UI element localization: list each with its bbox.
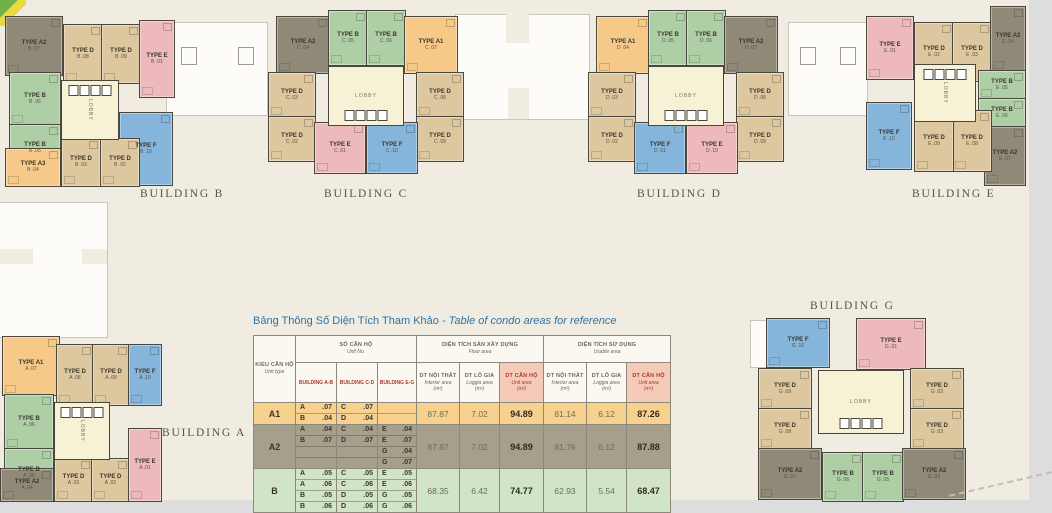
row-unit-numbers: C .04 D .07 [337, 425, 378, 469]
unit-type-label: TYPE D [774, 422, 796, 429]
unit-type-label: TYPE F [135, 142, 157, 149]
row-unit-numbers: A .05 A .06 B .05 B .06 [296, 469, 337, 513]
unit-type-label: TYPE D [429, 132, 451, 139]
row-unit-numbers: E .05 E .06 G .05 G .06 [378, 469, 417, 513]
unit [128, 344, 162, 406]
unit-code: C .06 [380, 37, 392, 44]
unit-code: B .10 [140, 148, 152, 155]
elevator-core-icon [345, 110, 388, 121]
row-unit-numbers: C .07 D .04 [337, 403, 378, 425]
unit-code: G .06 [836, 476, 850, 483]
unit-type-label: TYPE B [18, 466, 40, 473]
unit-code: E .06 [996, 112, 1008, 119]
unit-code: B .08 [77, 53, 89, 60]
building-label-g: BUILDING G [810, 300, 895, 312]
building-label-e: BUILDING E [912, 188, 996, 200]
unit-code: C .05 [342, 37, 354, 44]
building-g-plan [758, 318, 965, 500]
unit-type-label: TYPE F [787, 336, 809, 343]
header-usable-loggia: DT LÔ GIA Loggia area (m²) [587, 363, 627, 403]
header-usable-area: DIỆN TÍCH SỬ DỤNG Usable area [544, 336, 671, 363]
elevator-core-icon [69, 85, 112, 96]
unit [758, 408, 812, 450]
unit-type-label: TYPE D [923, 45, 945, 52]
unit-code: E .09 [928, 140, 940, 147]
unit [856, 318, 926, 370]
unit-type-label: TYPE F [878, 129, 900, 136]
unit-code: D .04 [617, 44, 629, 51]
condo-area-table-block [253, 315, 673, 513]
unit [139, 20, 175, 98]
unit [276, 16, 330, 74]
unit [758, 368, 812, 410]
unit-type-label: TYPE E [146, 52, 168, 59]
unit-code: C .03 [286, 94, 298, 101]
unit-code: D .02 [606, 138, 618, 145]
unit [758, 448, 822, 500]
unit-type-label: TYPE E [701, 141, 723, 148]
unit [416, 72, 464, 118]
elevator-core-icon [61, 407, 104, 418]
unit [91, 458, 130, 502]
unit-type-label: TYPE A2 [290, 38, 316, 45]
unit-type-label: TYPE D [99, 473, 122, 480]
unit [54, 458, 93, 502]
row-area-value: 81.14 [544, 403, 587, 425]
header-building-cd: BUILDING C-D [337, 363, 378, 403]
unit-type-label: TYPE A2 [14, 478, 40, 485]
unit [100, 138, 140, 187]
unit [990, 6, 1026, 72]
unit-type-label: TYPE D [749, 88, 771, 95]
unit [366, 122, 418, 174]
unit-code: D .01 [654, 147, 666, 154]
lobby [328, 66, 404, 126]
header-floor-area: DIỆN TÍCH SÀN XÂY DỰNG Floor area [417, 336, 544, 363]
table-title [253, 315, 673, 327]
unit-code: C .10 [386, 147, 398, 154]
unit-code: G .08 [778, 428, 792, 435]
unit-type-label: TYPE A2 [921, 467, 947, 474]
row-area-value: 68.47 [627, 469, 671, 513]
unit-code: G .09 [778, 388, 792, 395]
unit-code: B .09 [115, 53, 127, 60]
unit [686, 122, 738, 174]
elevator-core-icon [665, 110, 708, 121]
row-area-value: 5.54 [587, 469, 627, 513]
unit [978, 70, 1026, 100]
row-area-value: 87.88 [627, 425, 671, 469]
unit [910, 408, 964, 450]
building-e-plan [866, 6, 1024, 186]
unit-code: E .08 [966, 140, 978, 147]
unit-code: C .07 [425, 44, 437, 51]
unit-code: C .09 [434, 138, 446, 145]
elevator-core-icon [924, 69, 967, 80]
building-b-plan [5, 8, 173, 185]
lobby [61, 80, 119, 140]
podium-b-a [0, 202, 108, 338]
unit-code: G .01 [884, 343, 898, 350]
unit-type-label: TYPE A2 [777, 467, 803, 474]
unit-code: E .07 [999, 155, 1011, 162]
unit-type-label: TYPE B [872, 470, 894, 477]
unit [5, 16, 63, 76]
row-area-value: 87.87 [417, 425, 460, 469]
unit-type-label: TYPE D [281, 132, 303, 139]
header-floor-unit-area: DT CĂN HỘ Unit area (m²) [500, 363, 544, 403]
unit-type-label: TYPE A2 [992, 149, 1018, 156]
row-area-value: 74.77 [500, 469, 544, 513]
unit-type-label: TYPE B [695, 31, 717, 38]
row-area-value: 87.26 [627, 403, 671, 425]
header-floor-loggia: DT LÔ GIA Loggia area (m²) [460, 363, 500, 403]
unit-code: E .05 [996, 84, 1008, 91]
unit-type-label: TYPE B [991, 78, 1013, 85]
unit-type-label: TYPE D [774, 382, 796, 389]
unit-code: A .09 [105, 374, 117, 381]
unit-code: D .07 [745, 44, 757, 51]
unit [92, 344, 130, 406]
unit-code: G .04 [927, 473, 941, 480]
unit-code: A .06 [23, 421, 35, 428]
table-row [254, 469, 671, 513]
unit-type-label: TYPE D [429, 88, 451, 95]
unit-type-label: TYPE A2 [995, 32, 1021, 39]
unit-type-label: TYPE E [880, 337, 902, 344]
unit-code: C .01 [334, 147, 346, 154]
unit-type-label: TYPE E [879, 41, 901, 48]
unit-type-label: TYPE B [24, 141, 46, 148]
unit [63, 24, 103, 84]
lobby-label: LOBBY [87, 99, 93, 121]
unit-type-label: TYPE E [329, 141, 351, 148]
unit-type-label: TYPE B [657, 31, 679, 38]
unit-code: C .08 [434, 94, 446, 101]
unit-type-label: TYPE A2 [738, 38, 764, 45]
unit [862, 452, 904, 502]
unit [268, 116, 316, 162]
unit-code: E .02 [928, 51, 940, 58]
condo-areas-table [253, 335, 671, 513]
unit [366, 10, 406, 66]
header-usable-unit-area: DT CĂN HỘ Unit area (m²) [627, 363, 671, 403]
unit-code: A .03 [67, 479, 80, 486]
unit-code: G .07 [783, 473, 797, 480]
lobby [54, 402, 110, 460]
unit-type-label: TYPE D [110, 47, 132, 54]
unit-type-label: TYPE D [961, 45, 983, 52]
unit [588, 72, 636, 118]
unit [724, 16, 778, 74]
building-label-d: BUILDING D [637, 188, 722, 200]
lobby-label: LOBBY [942, 82, 948, 104]
unit-code: B .02 [114, 162, 126, 169]
unit-type-label: TYPE B [375, 31, 397, 38]
unit-type-label: TYPE D [601, 132, 623, 139]
lobby-label: LOBBY [675, 93, 697, 99]
unit-type-label: TYPE D [64, 368, 86, 375]
header-usable-interior: DT NỘI THẤT Interior area (m²) [544, 363, 587, 403]
row-area-value: 7.02 [460, 425, 500, 469]
unit-code: D .06 [700, 37, 712, 44]
unit-type-label: TYPE A1 [418, 38, 444, 45]
unit [588, 116, 636, 162]
unit [314, 122, 366, 174]
unit-type-label: TYPE A1 [610, 38, 636, 45]
unit-code: E .01 [884, 47, 896, 54]
table-row [254, 425, 671, 469]
lobby [818, 370, 904, 434]
header-building-ab: BUILDING A-B [296, 363, 337, 403]
unit-code: D .05 [662, 37, 674, 44]
building-label-a: BUILDING A [162, 427, 247, 439]
podium-skylight [840, 47, 856, 65]
lobby [648, 66, 724, 126]
unit-type-label: TYPE A1 [18, 359, 44, 366]
unit-type-label: TYPE D [601, 88, 623, 95]
unit-type-label: TYPE D [70, 156, 92, 163]
unit-code: E .10 [883, 135, 895, 142]
podium-b-c [166, 22, 268, 116]
row-area-value: 68.35 [417, 469, 460, 513]
table-title-vi: Bảng Thông Số Diện Tích Tham Khảo - [253, 315, 446, 327]
unit-type-label: TYPE B [991, 106, 1013, 113]
unit-type-label: TYPE D [926, 422, 948, 429]
unit-code: A .07 [25, 365, 37, 372]
podium-skylight [800, 47, 816, 65]
unit [416, 116, 464, 162]
row-unit-type: A2 [254, 425, 296, 469]
unit-type-label: TYPE F [381, 141, 403, 148]
unit [736, 72, 784, 118]
unit-code: B .05 [29, 147, 41, 154]
row-area-value: 7.02 [460, 403, 500, 425]
unit-code: A .10 [139, 374, 151, 381]
unit [4, 394, 54, 450]
building-d-plan [588, 10, 782, 172]
unit-type-label: TYPE D [281, 88, 303, 95]
unit-code: G .05 [876, 476, 890, 483]
unit-code: B .04 [27, 167, 39, 174]
unit-code: B .07 [28, 45, 40, 52]
podium-notch [82, 249, 107, 264]
header-unit-type: KIỂU CĂN HỘ Unit type [254, 336, 296, 403]
unit-type-label: TYPE B [18, 415, 40, 422]
unit [61, 138, 101, 187]
podium-d-e [788, 22, 868, 116]
unit [910, 368, 964, 410]
building-c-plan [268, 10, 462, 172]
row-area-value: 94.89 [500, 403, 544, 425]
table-title-en: Table of condo areas for reference [445, 315, 617, 327]
unit-code: D .03 [606, 94, 618, 101]
unit-type-label: TYPE B [337, 31, 359, 38]
unit-type-label: TYPE E [134, 458, 156, 465]
table-row [254, 403, 671, 425]
unit [736, 116, 784, 162]
unit-type-label: TYPE D [961, 134, 983, 141]
unit [596, 16, 650, 74]
header-building-eg: BUILDING E-G [378, 363, 417, 403]
building-label-b: BUILDING B [140, 188, 225, 200]
podium-skylight [181, 47, 197, 65]
unit [101, 24, 141, 84]
lobby-label: LOBBY [355, 93, 377, 99]
unit-type-label: TYPE D [62, 473, 85, 480]
row-area-value: 87.87 [417, 403, 460, 425]
unit-type-label: TYPE D [72, 47, 94, 54]
unit [648, 10, 688, 66]
unit-code: B .01 [151, 58, 163, 65]
unit-code: A .05 [23, 472, 35, 479]
unit [634, 122, 686, 174]
row-unit-numbers [378, 403, 417, 425]
unit-code: A .02 [104, 479, 117, 486]
unit [404, 16, 458, 74]
row-unit-numbers: A .07 B .04 [296, 403, 337, 425]
unit-code: C .02 [286, 138, 298, 145]
unit-type-label: TYPE A2 [21, 39, 47, 46]
row-area-value: 6.12 [587, 403, 627, 425]
row-unit-numbers: A .04 B .07 [296, 425, 337, 469]
unit [328, 10, 368, 66]
unit [56, 344, 94, 406]
unit [766, 318, 830, 368]
unit-type-label: TYPE D [100, 368, 122, 375]
unit-code: E .04 [1002, 38, 1014, 45]
unit [128, 428, 162, 502]
unit-code: D .10 [706, 147, 718, 154]
unit [866, 16, 914, 80]
row-area-value: 6.42 [460, 469, 500, 513]
unit-code: D .09 [754, 138, 766, 145]
row-unit-numbers: E .04 E .07 G .04 G .07 [378, 425, 417, 469]
unit-type-label: TYPE F [134, 368, 156, 375]
lobby-label: LOBBY [850, 399, 872, 405]
unit [2, 336, 60, 396]
unit-type-label: TYPE B [24, 92, 46, 99]
row-unit-type: A1 [254, 403, 296, 425]
unit-code: G .10 [791, 342, 805, 349]
row-unit-type: B [254, 469, 296, 513]
row-area-value: 62.93 [544, 469, 587, 513]
unit [9, 72, 61, 126]
unit-code: C .04 [297, 44, 309, 51]
header-floor-interior: DT NỘI THẤT Interior area (m²) [417, 363, 460, 403]
header-unit-no: SỐ CĂN HỘ Unit No. [296, 336, 417, 363]
row-area-value: 6.12 [587, 425, 627, 469]
unit-code: A .08 [69, 374, 81, 381]
podium-notch [0, 249, 33, 264]
unit-type-label: TYPE D [109, 156, 131, 163]
unit [866, 102, 912, 170]
building-label-c: BUILDING C [324, 188, 409, 200]
row-area-value: 94.89 [500, 425, 544, 469]
unit [268, 72, 316, 118]
podium-notch [508, 88, 529, 119]
unit-code: B .06 [29, 98, 41, 105]
building-a-plan [0, 330, 160, 500]
lobby [914, 64, 976, 122]
unit-type-label: TYPE A3 [20, 161, 46, 168]
unit-code: A .01 [139, 464, 151, 471]
unit-type-label: TYPE D [749, 132, 771, 139]
row-unit-numbers: C .05 C .06 D .05 D .06 [337, 469, 378, 513]
elevator-core-icon [840, 418, 883, 429]
unit-code: E .03 [966, 51, 978, 58]
unit-code: A .04 [21, 484, 33, 491]
unit-code: G .03 [930, 428, 944, 435]
unit-type-label: TYPE B [832, 470, 854, 477]
unit-type-label: TYPE D [923, 134, 945, 141]
unit-code: B .03 [75, 162, 87, 169]
row-area-value: 81.76 [544, 425, 587, 469]
unit [822, 452, 864, 502]
unit [686, 10, 726, 66]
podium-skylight [238, 47, 254, 65]
unit-type-label: TYPE F [649, 141, 671, 148]
lobby-label: LOBBY [79, 420, 85, 442]
podium-notch [506, 13, 529, 43]
unit-code: G .02 [930, 388, 944, 395]
unit-type-label: TYPE D [926, 382, 948, 389]
unit-code: D .08 [754, 94, 766, 101]
